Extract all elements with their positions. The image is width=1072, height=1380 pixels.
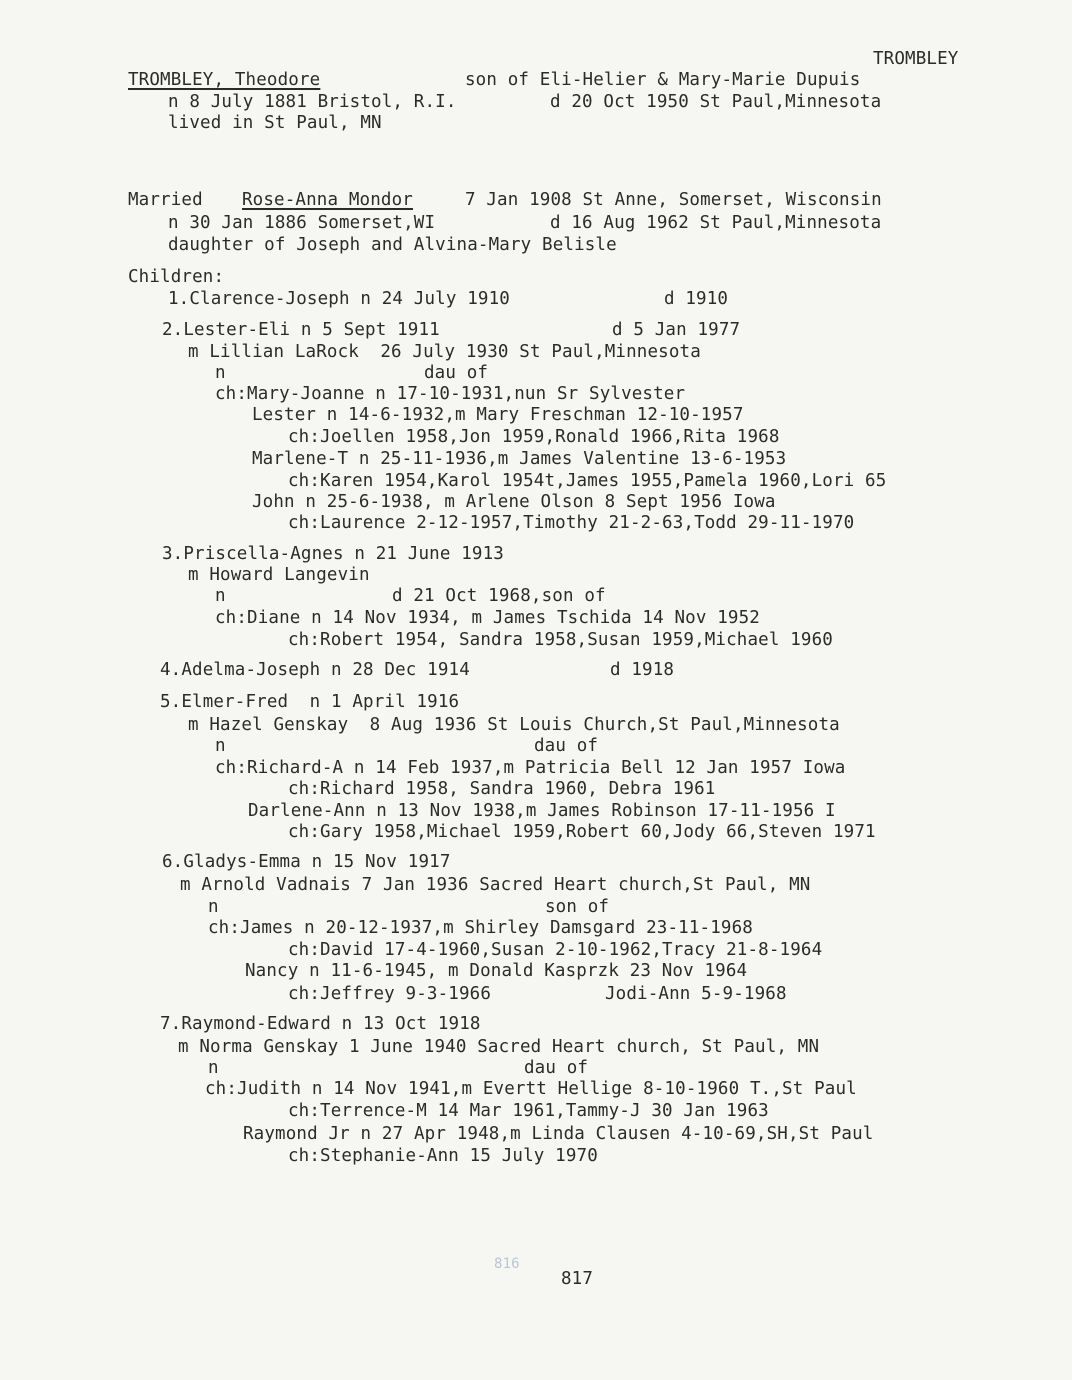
child-2-marriage: m Lillian LaRock 26 July 1930 St Paul,Minnesota (188, 342, 701, 362)
spouse-death: d 16 Aug 1962 St Paul,Minnesota (550, 213, 882, 233)
child-7-birth: 7.Raymond-Edward n 13 Oct 1918 (160, 1014, 481, 1034)
head-death: d 20 Oct 1950 St Paul,Minnesota (550, 92, 882, 112)
child-2-greatgrandchildren: ch:Laurence 2-12-1957,Timothy 21-2-63,Todd 29-11-1970 (288, 513, 855, 533)
child-2-birth: 2.Lester-Eli n 5 Sept 1911 (162, 320, 440, 340)
child-3-grandchild-line: ch:Diane n 14 Nov 1934, m James Tschida 14 Nov 1952 (215, 608, 760, 628)
page-surname-header: TROMBLEY (873, 49, 959, 69)
child-2-grandchild-line: John n 25-6-1938, m Arlene Olson 8 Sept 1956 Iowa (252, 492, 776, 512)
child-6-birth: 6.Gladys-Emma n 15 Nov 1917 (162, 852, 451, 872)
child-2-spouse-birth: n (215, 363, 226, 383)
child-6-greatgrandchildren: ch:Jeffrey 9-3-1966 (288, 984, 492, 1004)
child-5-greatgrandchildren: ch:Gary 1958,Michael 1959,Robert 60,Jody 66,Steven 1971 (288, 822, 876, 842)
child-2-grandchild-line: Marlene-T n 25-11-1936,m James Valentine 13-6-1953 (252, 449, 787, 469)
child-4-death: d 1918 (610, 660, 675, 680)
child-6-spouse-parents: son of (545, 897, 610, 917)
child-5-grandchild-line: Darlene-Ann n 13 Nov 1938,m James Robinson 17-11-1956 I (248, 801, 836, 821)
spouse-parents: daughter of Joseph and Alvina-Mary Belisle (168, 235, 617, 255)
child-6-grandchild-line: ch:James n 20-12-1937,m Shirley Damsgard 23-11-1968 (208, 918, 753, 938)
spouse-birth: n 30 Jan 1886 Somerset,WI (168, 213, 436, 233)
head-parents: son of Eli-Helier & Mary-Marie Dupuis (465, 70, 861, 90)
child-2-greatgrandchildren: ch:Joellen 1958,Jon 1959,Ronald 1966,Rita 1968 (288, 427, 780, 447)
spouse-name: Rose-Anna Mondor (242, 190, 413, 210)
child-6-greatgrandchildren: Jodi-Ann 5-9-1968 (605, 984, 787, 1004)
child-6-spouse-birth: n (208, 897, 219, 917)
child-3-greatgrandchildren: ch:Robert 1954, Sandra 1958,Susan 1959,Michael 1960 (288, 630, 833, 650)
child-7-spouse-parents: dau of (524, 1058, 589, 1078)
child-3-birth: 3.Priscella-Agnes n 21 June 1913 (162, 544, 504, 564)
child-2-grandchild-line: Lester n 14-6-1932,m Mary Freschman 12-10-1957 (252, 405, 744, 425)
head-residence: lived in St Paul, MN (168, 113, 382, 133)
child-2-grandchild-line: ch:Mary-Joanne n 17-10-1931,nun Sr Sylvester (215, 384, 686, 404)
child-3-spouse-details: d 21 Oct 1968,son of (392, 586, 606, 606)
child-7-spouse-birth: n (208, 1058, 219, 1078)
spouse-prefix: Married (128, 190, 203, 210)
child-5-grandchild-line: ch:Richard-A n 14 Feb 1937,m Patricia Bell 12 Jan 1957 Iowa (215, 758, 846, 778)
child-5-spouse-parents: dau of (534, 736, 599, 756)
child-5-birth: 5.Elmer-Fred n 1 April 1916 (160, 692, 460, 712)
child-4-birth: 4.Adelma-Joseph n 28 Dec 1914 (160, 660, 470, 680)
head-birth: n 8 July 1881 Bristol, R.I. (168, 92, 457, 112)
child-7-greatgrandchildren: ch:Stephanie-Ann 15 July 1970 (288, 1146, 598, 1166)
child-5-spouse-birth: n (215, 736, 226, 756)
child-7-marriage: m Norma Genskay 1 June 1940 Sacred Heart church, St Paul, MN (178, 1037, 820, 1057)
child-1-death: d 1910 (664, 289, 729, 309)
marriage-details: 7 Jan 1908 St Anne, Somerset, Wisconsin (465, 190, 882, 210)
child-6-greatgrandchildren: ch:David 17-4-1960,Susan 2-10-1962,Tracy 21-8-1964 (288, 940, 823, 960)
page-number: 817 (561, 1269, 594, 1289)
child-5-marriage: m Hazel Genskay 8 Aug 1936 St Louis Church,St Paul,Minnesota (188, 715, 840, 735)
child-6-grandchild-line: Nancy n 11-6-1945, m Donald Kasprzk 23 Nov 1964 (245, 961, 748, 981)
child-2-greatgrandchildren: ch:Karen 1954,Karol 1954t,James 1955,Pamela 1960,Lori 65 (288, 471, 887, 491)
child-6-marriage: m Arnold Vadnais 7 Jan 1936 Sacred Heart church,St Paul, MN (180, 875, 811, 895)
child-7-greatgrandchildren: ch:Terrence-M 14 Mar 1961,Tammy-J 30 Jan 1963 (288, 1101, 769, 1121)
child-2-spouse-parents: dau of (424, 363, 489, 383)
child-5-greatgrandchildren: ch:Richard 1958, Sandra 1960, Debra 1961 (288, 779, 716, 799)
children-heading: Children: (128, 267, 225, 287)
child-2-death: d 5 Jan 1977 (612, 320, 741, 340)
child-1-birth: 1.Clarence-Joseph n 24 July 1910 (168, 289, 510, 309)
child-7-grandchild-line: Raymond Jr n 27 Apr 1948,m Linda Clausen 4-10-69,SH,St Paul (243, 1124, 874, 1144)
head-name: TROMBLEY, Theodore (128, 70, 321, 90)
child-7-grandchild-line: ch:Judith n 14 Nov 1941,m Evertt Hellige 8-10-1960 T.,St Paul (205, 1079, 857, 1099)
child-3-marriage: m Howard Langevin (188, 565, 370, 585)
old-page-stamp: 816 (494, 1256, 520, 1272)
child-3-spouse-birth: n (215, 586, 226, 606)
